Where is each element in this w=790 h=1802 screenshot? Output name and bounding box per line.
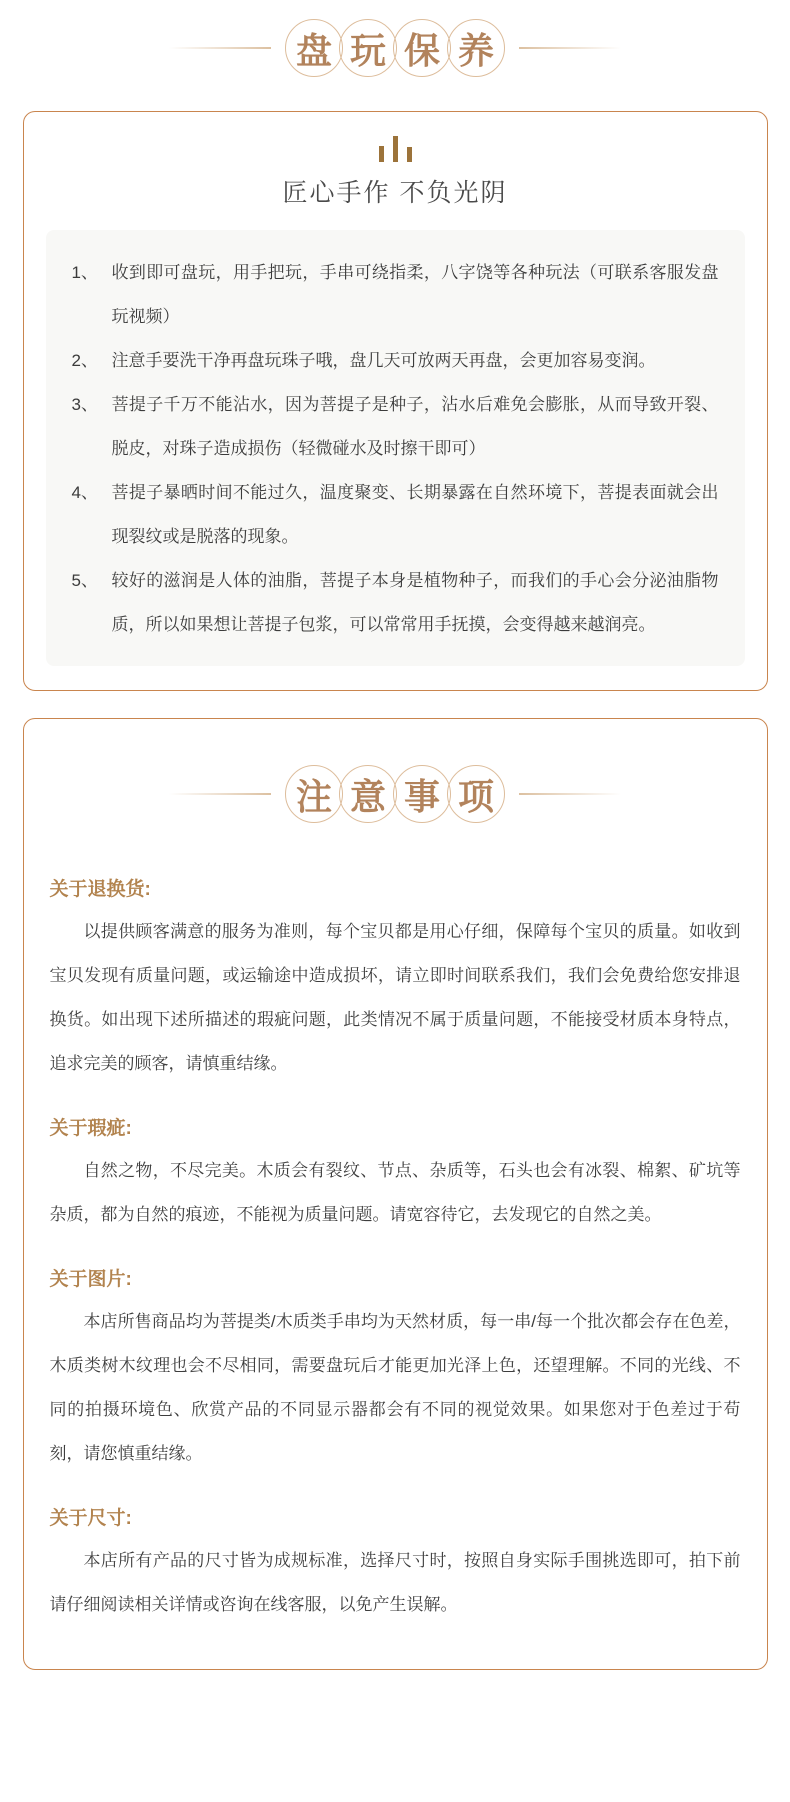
care-list-item bbox=[72, 471, 719, 559]
item-text: 收到即可盘玩，用手把玩，手串可绕指柔，八字饶等各种玩法（可联系客服发盘玩视频） bbox=[111, 263, 719, 326]
item-text: 菩提子千万不能沾水，因为菩提子是种子，沾水后难免会膨胀，从而导致开裂、脱皮，对珠子造成损伤（轻微碰水及时擦干即可） bbox=[111, 395, 719, 458]
item-text: 注意手要洗干净再盘玩珠子哦，盘几天可放两天再盘，会更加容易变润。 bbox=[111, 351, 656, 370]
notice-section-heading: 关于尺寸: bbox=[49, 1508, 132, 1529]
care-list-item bbox=[72, 339, 719, 383]
bar-right bbox=[407, 147, 412, 162]
item-text: 较好的滋润是人体的油脂，菩提子本身是植物种子，而我们的手心会分泌油脂物质，所以如果想让菩提子包浆，可以常常用手抚摸，会变得越来越润亮。 bbox=[111, 571, 719, 634]
notice-section-heading: 关于瑕疵: bbox=[49, 1118, 132, 1139]
notice-section bbox=[50, 1264, 741, 1476]
bar-left bbox=[379, 146, 384, 162]
item-number: 4、 bbox=[71, 483, 98, 502]
notice-title-chars bbox=[287, 765, 503, 823]
care-list-item bbox=[72, 251, 719, 339]
care-list-item bbox=[72, 559, 719, 647]
care-title-chars bbox=[287, 19, 503, 77]
item-text: 菩提子暴晒时间不能过久，温度聚变、长期暴露在自然环境下，菩提表面就会出现裂纹或是脱落的现象。 bbox=[111, 483, 719, 546]
notice-card bbox=[23, 718, 768, 1670]
notice-section bbox=[50, 874, 741, 1086]
notice-sections bbox=[24, 827, 767, 1627]
item-number: 3、 bbox=[71, 395, 98, 414]
circled-title-char: 养 bbox=[447, 19, 505, 77]
title-line-left bbox=[169, 47, 271, 49]
care-card bbox=[23, 111, 768, 691]
bar-middle bbox=[393, 136, 398, 162]
circled-title-char: 玩 bbox=[339, 19, 397, 77]
notice-section bbox=[50, 1113, 741, 1237]
three-bars-icon bbox=[24, 136, 767, 162]
notice-section-title bbox=[24, 761, 767, 827]
motto-text: 匠心手作 不负光阴 bbox=[282, 179, 508, 207]
notice-section-body: 本店所有产品的尺寸皆为成规标准，选择尺寸时，按照自身实际手围挑选即可，拍下前请仔细阅读相关详情或咨询在线客服，以免产生误解。 bbox=[49, 1551, 741, 1614]
notice-section-heading: 关于图片: bbox=[49, 1269, 132, 1290]
notice-section-body: 以提供顾客满意的服务为准则，每个宝贝都是用心仔细，保障每个宝贝的质量。如收到宝贝发现有质量问题，或运输途中造成损坏，请立即时间联系我们，我们会免费给您安排退换货。如出现下述所描述的瑕疵问题，此类情况不属于质量问题，不能接受材质本身特点，追求完美的顾客，请慎重结缘。 bbox=[49, 922, 741, 1073]
title-line-right bbox=[519, 47, 621, 49]
circled-title-char: 项 bbox=[447, 765, 505, 823]
item-number: 1、 bbox=[71, 263, 98, 282]
item-number: 5、 bbox=[71, 571, 98, 590]
circled-title-char: 注 bbox=[285, 765, 343, 823]
circled-title-char: 盘 bbox=[285, 19, 343, 77]
notice-section-body: 本店所售商品均为菩提类/木质类手串均为天然材质，每一串/每一个批次都会存在色差，木质类树木纹理也会不尽相同，需要盘玩后才能更加光泽上色，还望理解。不同的光线、不同的拍摄环境色、欣赏产品的不同显示器都会有不同的视觉效果。如果您对于色差过于苟刻，请您慎重结缘。 bbox=[49, 1312, 741, 1463]
notice-section-heading: 关于退换货: bbox=[49, 879, 151, 900]
item-number: 2、 bbox=[71, 351, 98, 370]
circled-title-char: 事 bbox=[393, 765, 451, 823]
circled-title-char: 保 bbox=[393, 19, 451, 77]
care-list-item bbox=[72, 383, 719, 471]
care-instruction-list bbox=[46, 230, 745, 666]
product-detail-page bbox=[0, 15, 790, 1802]
notice-section bbox=[50, 1503, 741, 1627]
care-section-title bbox=[0, 15, 790, 81]
notice-section-body: 自然之物，不尽完美。木质会有裂纹、节点、杂质等，石头也会有冰裂、棉絮、矿坑等杂质，都为自然的痕迹，不能视为质量问题。请宽容待它，去发现它的自然之美。 bbox=[49, 1161, 741, 1224]
title-line-right bbox=[519, 793, 621, 795]
circled-title-char: 意 bbox=[339, 765, 397, 823]
title-line-left bbox=[169, 793, 271, 795]
